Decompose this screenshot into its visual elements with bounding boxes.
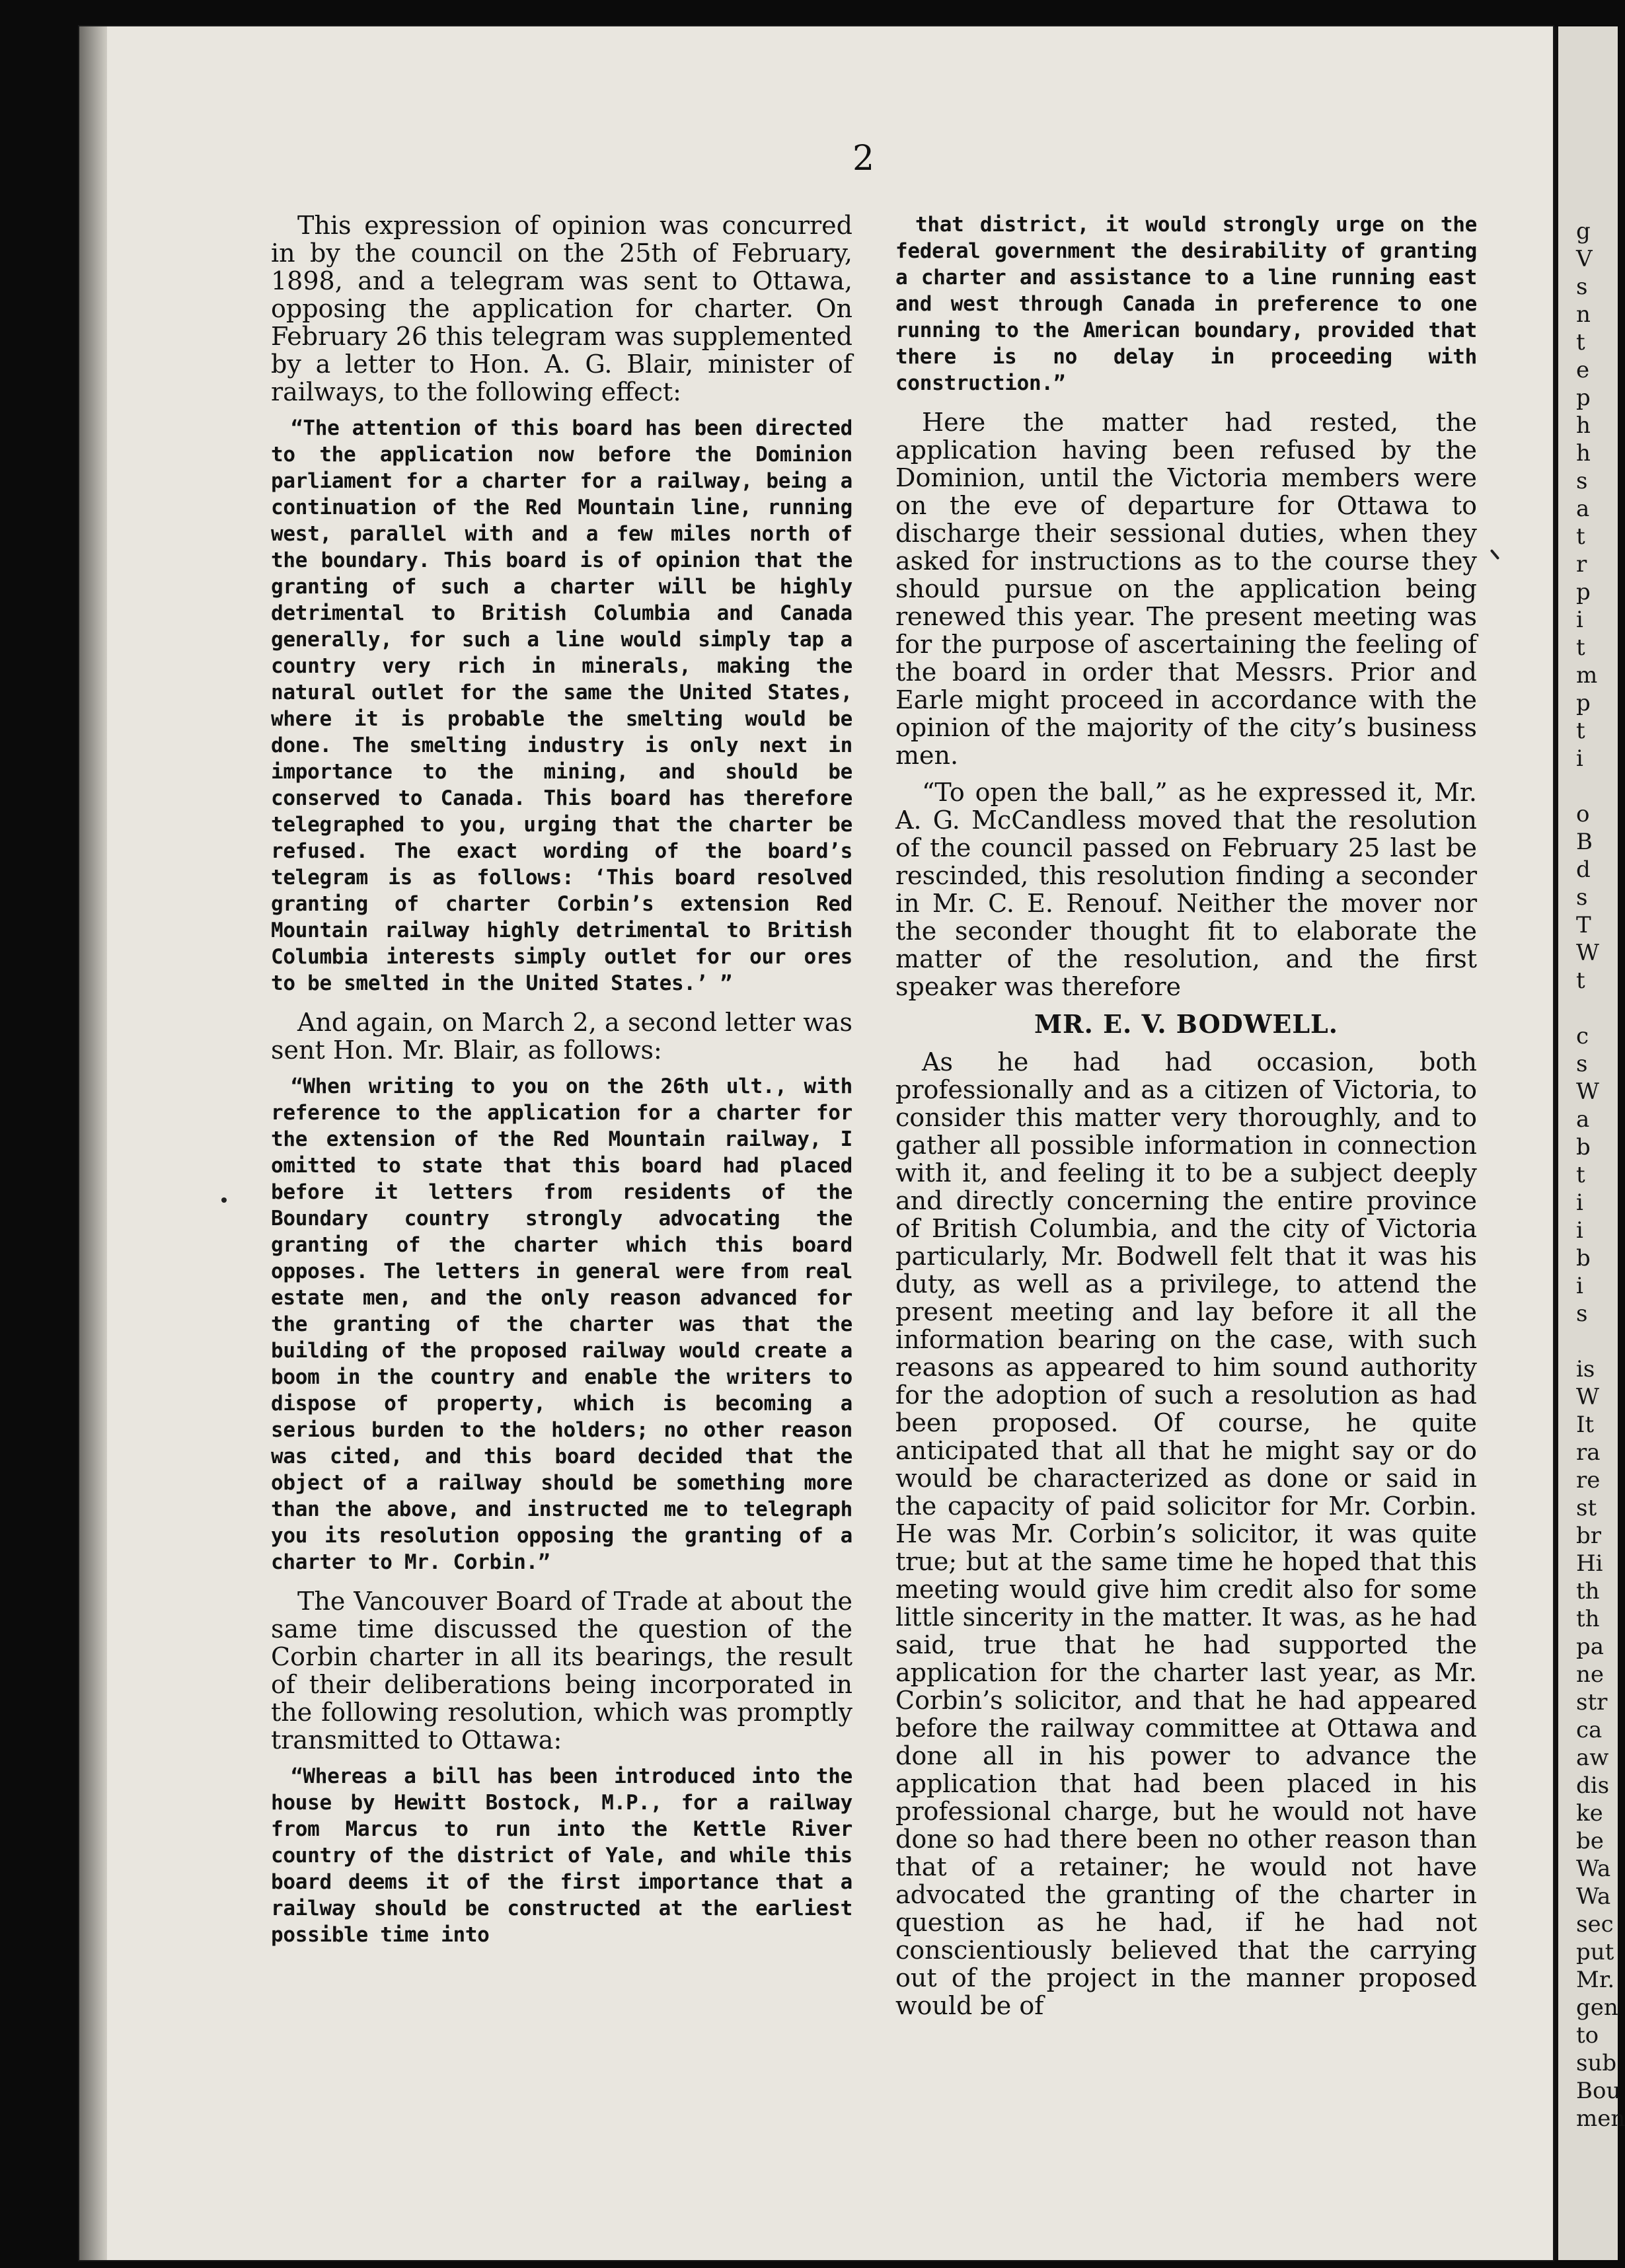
adjacent-page-fragment: t — [1576, 523, 1585, 550]
adjacent-page-fragment: h — [1576, 440, 1591, 467]
paragraph: And again, on March 2, a second letter was sent Hon. Mr. Blair, as follows: — [271, 1008, 852, 1065]
adjacent-page-fragment: s — [1576, 1301, 1588, 1327]
adjacent-page-fragment: d — [1576, 856, 1591, 883]
adjacent-page-fragment: to — [1576, 2022, 1599, 2049]
quoted-passage: “The attention of this board has been directed to the application now before the Dominion parliament for a charter for a railway, being a continuation of the Red Mountain line, running west, parallel with and a few miles north of the boundary. This board is of opinion that the granting of such a charter will be highly detrimental to British Columbia and Canada generally, for such a line would simply tap a country very rich in minerals, making the natural outlet for the same the United States, where it is probable the smelting would be done. The smelting industry is only next in importance to the mining, and should be conserved to Canada. This board has therefore telegraphed to you, urging that the charter be refused. The exact wording of the board’s telegram is as follows: ‘This board resolved granting of charter Corbin’s extension Red Mountain railway highly detrimental to British Columbia interests simply outlet for our ores to be smelted in the United States.’ ” — [271, 416, 852, 995]
paragraph: The Vancouver Board of Trade at about the same time discussed the question of the Corbin charter in all its bearings, the result of their deliberations being incorporated in the following resolution, which was promptly transmitted to Ottawa: — [271, 1587, 852, 1755]
adjacent-page-fragment: be — [1576, 1828, 1604, 1854]
quoted-passage: that district, it would strongly urge on the federal government the desirability of granting a charter and assistance to a line running east and west through Canada in preference to one running to the American boundary, provided that there is no delay in proceeding with construction.” — [895, 213, 1477, 395]
adjacent-page-fragment: i — [1576, 1273, 1583, 1299]
adjacent-page-fragment: g — [1576, 218, 1591, 245]
adjacent-page-fragment: o — [1576, 801, 1590, 827]
adjacent-page-fragment: sec — [1576, 1911, 1614, 1938]
adjacent-page-fragment: p — [1576, 690, 1591, 716]
paragraph: “To open the ball,” as he expressed it, Mr. A. G. McCandless moved that the resolution of the council passed on February 25 last be rescinded, this resolution finding a seconder in Mr. C. E. Renouf. Neither the mover nor the seconder thought fit to elaborate the matter of the resolution, and the first speaker was therefore — [895, 778, 1477, 1001]
adjacent-page-fragment: T — [1576, 912, 1591, 938]
adjacent-page-fragment: aw — [1576, 1745, 1609, 1771]
quoted-passage: “When writing to you on the 26th ult., with reference to the application for a charter for the extension of the Red Mountain railway, I omitted to state that this board had placed before it letters from residents of the Boundary country strongly advocating the granting of the charter which this board opposes. The letters in general were from real estate men, and the only reason advanced for the granting of the charter was that the building of the proposed railway would create a boom in the country and enable the writers to dispose of property, which is becoming a serious burden to the holders; no other reason was cited, and this board decided that the object of a railway should be something more than the above, and instructed me to telegraph you its resolution opposing the granting of a charter to Mr. Corbin.” — [271, 1075, 852, 1574]
adjacent-page-fragment: V — [1576, 246, 1593, 272]
adjacent-page-fragment: a — [1576, 1106, 1590, 1133]
paragraph: Here the matter had rested, the application having been refused by the Dominion, until the Victoria members were on the eve of departure for Ottawa to discharge their sessional duties, when they asked for instructions as to the course they should pursue on the application being renewed this year. The present meeting was for the purpose of ascertaining the feeling of the board in order that Messrs. Prior and Earle might proceed in accordance with the opinion of the majority of the city’s business men. — [895, 408, 1477, 770]
adjacent-page-fragment: put — [1576, 1939, 1614, 1965]
adjacent-page-fragment: th — [1576, 1578, 1600, 1605]
adjacent-page-fragment: t — [1576, 718, 1585, 744]
adjacent-page-fragment: b — [1576, 1245, 1591, 1271]
adjacent-page-fragment: ra — [1576, 1439, 1601, 1466]
adjacent-page-fragment: Bou — [1576, 2078, 1621, 2104]
adjacent-page-fragment: i — [1576, 745, 1583, 772]
adjacent-page-fragment: s — [1576, 274, 1588, 300]
section-heading: MR. E. V. BODWELL. — [1034, 1009, 1338, 1039]
adjacent-page-fragment: st — [1576, 1495, 1597, 1521]
adjacent-page-fragment: ke — [1576, 1800, 1603, 1827]
scan-speck — [221, 1197, 227, 1203]
right-column — [895, 211, 1477, 2029]
adjacent-page-fragment: re — [1576, 1467, 1601, 1493]
adjacent-page-fragment: br — [1576, 1523, 1602, 1549]
adjacent-page-fragment: e — [1576, 357, 1590, 383]
adjacent-page-fragment: m — [1576, 662, 1598, 689]
page-number: 2 — [852, 139, 875, 178]
adjacent-page-fragment: i — [1576, 1217, 1583, 1244]
adjacent-page-fragment: i — [1576, 1190, 1583, 1216]
adjacent-page-fragment: str — [1576, 1689, 1608, 1716]
adjacent-page-fragment: W — [1576, 940, 1599, 966]
paragraph: This expression of opinion was concurred in by the council on the 25th of February, 1898, and a telegram was sent to Ottawa, opposing the application for charter. On February 26 this telegram was supplemented by a letter to Hon. A. G. Blair, minister of railways, to the following effect: — [271, 211, 852, 406]
adjacent-page-fragment: gen — [1576, 1994, 1618, 2021]
adjacent-page-fragment: r — [1576, 551, 1587, 578]
adjacent-page-fragment: is — [1576, 1356, 1595, 1382]
paragraph: As he had had occasion, both professionally and as a citizen of Victoria, to consider this matter very thoroughly, and to gather all possible information in connection with it, and feeling it to be a subject deeply and directly concerning the entire province of British Columbia, and the city of Victoria particularly, Mr. Bodwell felt that it was his duty, as well as a privilege, to attend the present meeting and lay before it all the information bearing on the case, with such reasons as appeared to him sound authority for the adoption of such a resolution as had been proposed. Of course, he quite anticipated that all that he might say or do would be characterized as done or said in the capacity of paid solicitor for Mr. Corbin. He was Mr. Corbin’s solicitor, it was quite true; but at the same time he hoped that this meeting would give him credit also for some little sincerity in the matter. It was, as he had said, true that he had supported the application for the charter last year, as Mr. Corbin’s solicitor, and that he had appeared before the railway committee at Ottawa and done all in his power to advance the application that had been placed in his professional charge, but he would not have done so had there been no other reason than that of a retainer; he would not have advocated the granting of the charter in question as he had, if he had not conscientiously believed that the carrying out of the project in the manner proposed would be of — [895, 1047, 1477, 2020]
adjacent-page-fragment: h — [1576, 412, 1591, 439]
adjacent-page-fragment: b — [1576, 1134, 1591, 1160]
adjacent-page-fragment: p — [1576, 579, 1591, 605]
adjacent-page-fragment: sub — [1576, 2050, 1617, 2076]
left-column — [271, 211, 852, 1960]
adjacent-page-fragment: c — [1576, 1023, 1589, 1049]
adjacent-page-fragment: Wa — [1576, 1883, 1611, 1910]
adjacent-page-fragment: Wa — [1576, 1856, 1611, 1882]
adjacent-page-fragment: s — [1576, 468, 1588, 494]
adjacent-page-fragment: dis — [1576, 1772, 1610, 1799]
adjacent-page-fragment: W — [1576, 1078, 1599, 1105]
adjacent-page-fragment: t — [1576, 1162, 1585, 1188]
adjacent-page-fragment: W — [1576, 1384, 1599, 1410]
adjacent-page-fragment: ca — [1576, 1717, 1603, 1743]
adjacent-page-fragment: t — [1576, 967, 1585, 994]
adjacent-page-fragment: th — [1576, 1606, 1600, 1632]
adjacent-page-fragment: men — [1576, 2105, 1625, 2132]
adjacent-page-fragment: s — [1576, 1051, 1588, 1077]
adjacent-page-fragment: B — [1576, 829, 1593, 855]
adjacent-page-fragment: It — [1576, 1412, 1595, 1438]
adjacent-page-fragment: s — [1576, 884, 1588, 911]
adjacent-page-fragment: a — [1576, 496, 1590, 522]
adjacent-page-fragment: Hi — [1576, 1550, 1603, 1577]
adjacent-page-fragment: n — [1576, 301, 1591, 328]
adjacent-page-fragment: pa — [1576, 1634, 1605, 1660]
adjacent-page-fragment: ne — [1576, 1661, 1605, 1688]
adjacent-page-fragment: Mr. — [1576, 1967, 1615, 1993]
adjacent-page-fragment: i — [1576, 607, 1583, 633]
adjacent-page-fragment: t — [1576, 634, 1585, 661]
adjacent-page-fragment: p — [1576, 385, 1591, 411]
adjacent-page-fragment: t — [1576, 329, 1585, 356]
page-edge-shadow — [79, 26, 107, 2260]
quoted-passage: “Whereas a bill has been introduced into the house by Hewitt Bostock, M.P., for a railway from Marcus to run into the Kettle River country of the district of Yale, and while this board deems it of the first importance that a railway should be constructed at the earliest possible time into — [271, 1764, 852, 1947]
